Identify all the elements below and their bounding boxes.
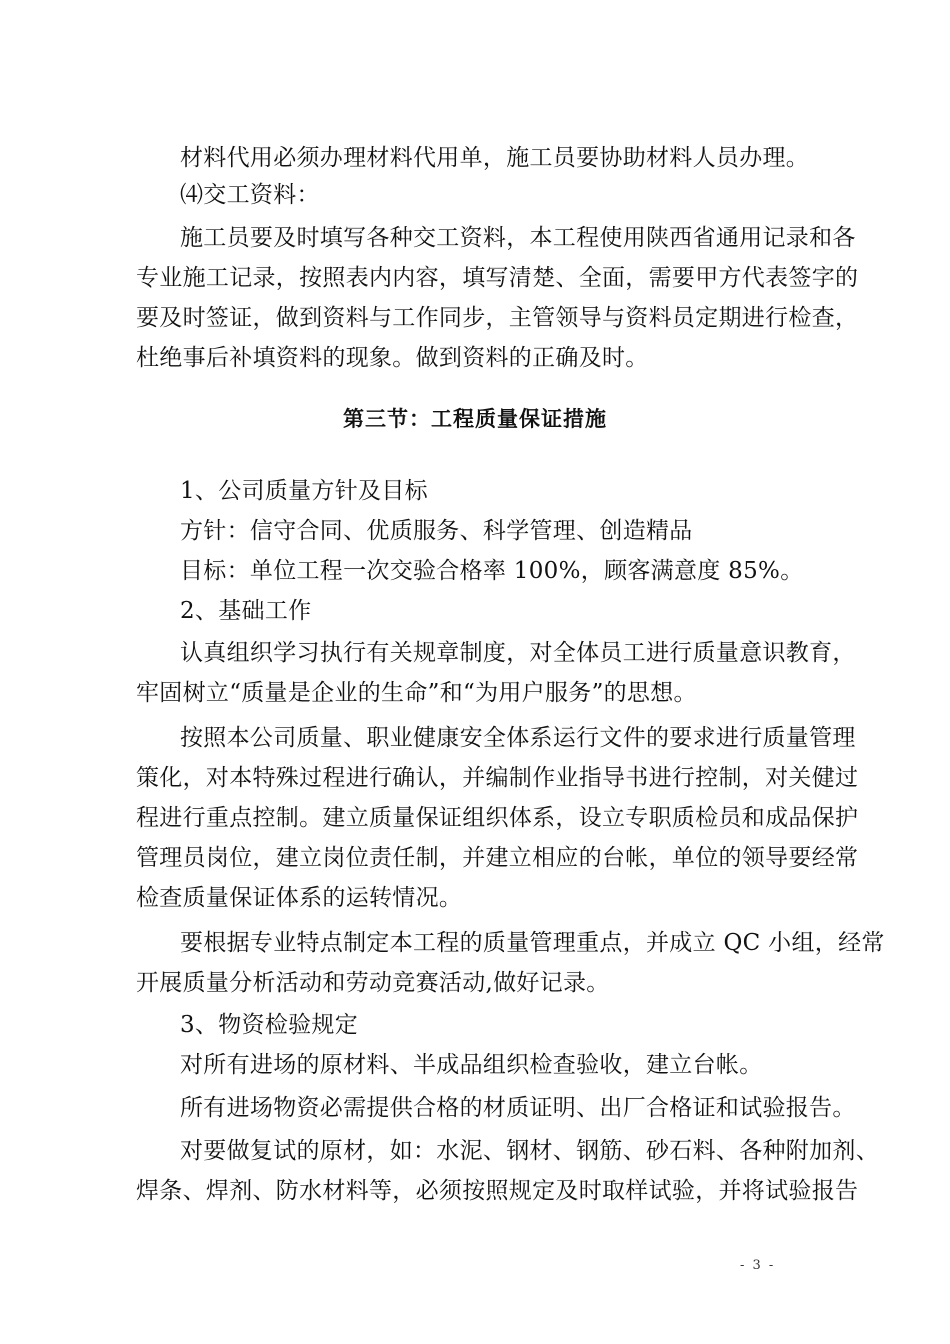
- paragraph-line: 开展质量分析活动和劳动竞赛活动,做好记录。: [136, 970, 610, 996]
- paragraph-line: 方针：信守合同、优质服务、科学管理、创造精品: [180, 518, 693, 544]
- paragraph-line: 杜绝事后补填资料的现象。做到资料的正确及时。: [136, 345, 649, 371]
- subsection-heading: ⑷交工资料：: [180, 182, 320, 208]
- paragraph-line: 对所有进场的原材料、半成品组织检查验收，建立台帐。: [180, 1052, 763, 1078]
- paragraph-line: 目标：单位工程一次交验合格率 100%，顾客满意度 85%。: [180, 558, 804, 584]
- paragraph-line: 焊条、焊剂、防水材料等，必须按照规定及时取样试验，并将试验报告: [136, 1178, 859, 1204]
- paragraph-line: 程进行重点控制。建立质量保证组织体系，设立专职质检员和成品保护: [136, 805, 859, 831]
- paragraph-line: 材料代用必须办理材料代用单，施工员要协助材料人员办理。: [180, 145, 810, 171]
- paragraph-line: 检查质量保证体系的运转情况。: [136, 885, 463, 911]
- subsection-heading: 1、公司质量方针及目标: [180, 478, 428, 504]
- paragraph-line: 所有进场物资必需提供合格的材质证明、出厂合格证和试验报告。: [180, 1095, 856, 1121]
- paragraph-line: 牢固树立“质量是企业的生命”和“为用户服务”的思想。: [136, 680, 697, 706]
- subsection-heading: 3、物资检验规定: [180, 1012, 359, 1038]
- paragraph-line: 按照本公司质量、职业健康安全体系运行文件的要求进行质量管理: [180, 725, 856, 751]
- subsection-heading: 2、基础工作: [180, 598, 312, 624]
- page-number: - 3 -: [740, 1258, 776, 1273]
- paragraph-line: 对要做复试的原材，如：水泥、钢材、钢筋、砂石料、各种附加剂、: [180, 1138, 879, 1164]
- paragraph-line: 要根据专业特点制定本工程的质量管理重点，并成立 QC 小组，经常: [180, 930, 885, 956]
- paragraph-line: 施工员要及时填写各种交工资料，本工程使用陕西省通用记录和各: [180, 225, 856, 251]
- paragraph-line: 策化，对本特殊过程进行确认，并编制作业指导书进行控制，对关健过: [136, 765, 859, 791]
- paragraph-line: 专业施工记录，按照表内内容，填写清楚、全面，需要甲方代表签字的: [136, 265, 859, 291]
- paragraph-line: 要及时签证，做到资料与工作同步，主管领导与资料员定期进行检查，: [136, 305, 859, 331]
- paragraph-line: 管理员岗位，建立岗位责任制，并建立相应的台帐，单位的领导要经常: [136, 845, 859, 871]
- paragraph-line: 认真组织学习执行有关规章制度，对全体员工进行质量意识教育，: [180, 640, 856, 666]
- section-heading: 第三节：工程质量保证措施: [343, 407, 607, 431]
